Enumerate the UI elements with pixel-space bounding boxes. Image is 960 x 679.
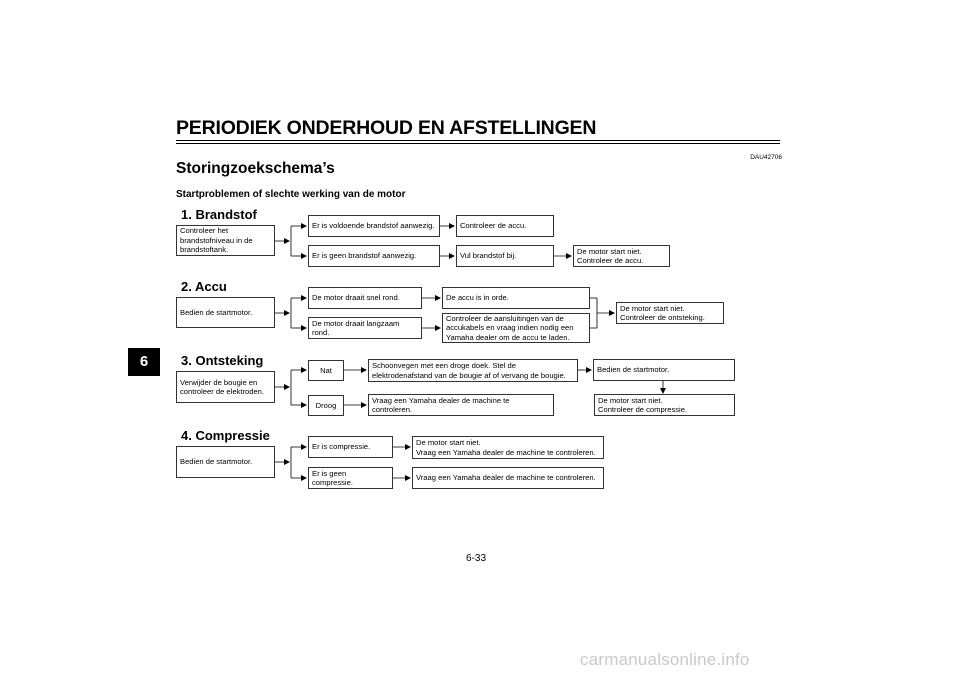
group-title-brandstof: 1. Brandstof [181,207,257,222]
flow-step-accu-snel: De motor draait snel rond. [308,287,422,309]
flow-step-accu-in-orde: De accu is in orde. [442,287,590,309]
flow-step-ontsteking-dealer: Vraag een Yamaha dealer de machine te controleren. [368,394,554,416]
group-title-compressie: 4. Compressie [181,428,270,443]
flow-step-ontsteking-schoonvegen: Schoonvegen met een droge doek. Stel de elektrodenafstand van de bougie af of vervang de bougie. [368,359,578,382]
flow-step-ontsteking-nat: Nat [308,360,344,381]
flow-step-brandstof-voldoende: Er is voldoende brandstof aanwezig. [308,215,440,237]
flow-step-compressie-ja: Er is compressie. [308,436,393,458]
flow-step-compressie-dealer: Vraag een Yamaha dealer de machine te controleren. [412,467,604,489]
flow-step-ontsteking-droog: Droog [308,395,344,416]
chapter-tab: 6 [128,348,160,376]
group-title-accu: 2. Accu [181,279,227,294]
section-title: Storingzoekschema’s [176,160,335,177]
flow-step-compressie-start: Bedien de startmotor. [176,446,275,478]
flow-step-brandstof-bijvullen: Vul brandstof bij. [456,245,554,267]
flow-step-compressie-nee: Er is geen compressie. [308,467,393,489]
flow-step-ontsteking-startmotor: Bedien de startmotor. [593,359,735,381]
page-number: 6-33 [466,553,487,564]
flow-step-ontsteking-result: De motor start niet. Controleer de compressie. [594,394,735,416]
flow-step-ontsteking-start: Verwijder de bougie en controleer de elektroden. [176,371,275,403]
flow-step-accu-start: Bedien de startmotor. [176,297,275,328]
flow-step-compressie-result: De motor start niet. Vraag een Yamaha dealer de machine te controleren. [412,436,604,459]
group-title-ontsteking: 3. Ontsteking [181,353,264,368]
section-subtitle: Startproblemen of slechte werking van de motor [176,189,406,200]
flow-step-accu-aansluitingen: Controleer de aansluitingen van de accukabels en vraag indien nodig een Yamaha dealer om de accu te laden. [442,313,590,343]
flow-step-accu-langzaam: De motor draait langzaam rond. [308,317,422,339]
flow-step-brandstof-start: Controleer het brandstofniveau in de brandstoftank. [176,225,275,256]
flow-step-brandstof-controleer-accu: Controleer de accu. [456,215,554,237]
document-code: DAU42706 [750,154,782,161]
flow-step-brandstof-geen: Er is geen brandstof aanwezig. [308,245,440,267]
watermark: carmanualsonline.info [580,650,750,669]
page-header-title: PERIODIEK ONDERHOUD EN AFSTELLINGEN [176,117,597,139]
flow-step-accu-result: De motor start niet. Controleer de ontsteking. [616,302,724,324]
flow-step-brandstof-result: De motor start niet. Controleer de accu. [573,245,670,267]
